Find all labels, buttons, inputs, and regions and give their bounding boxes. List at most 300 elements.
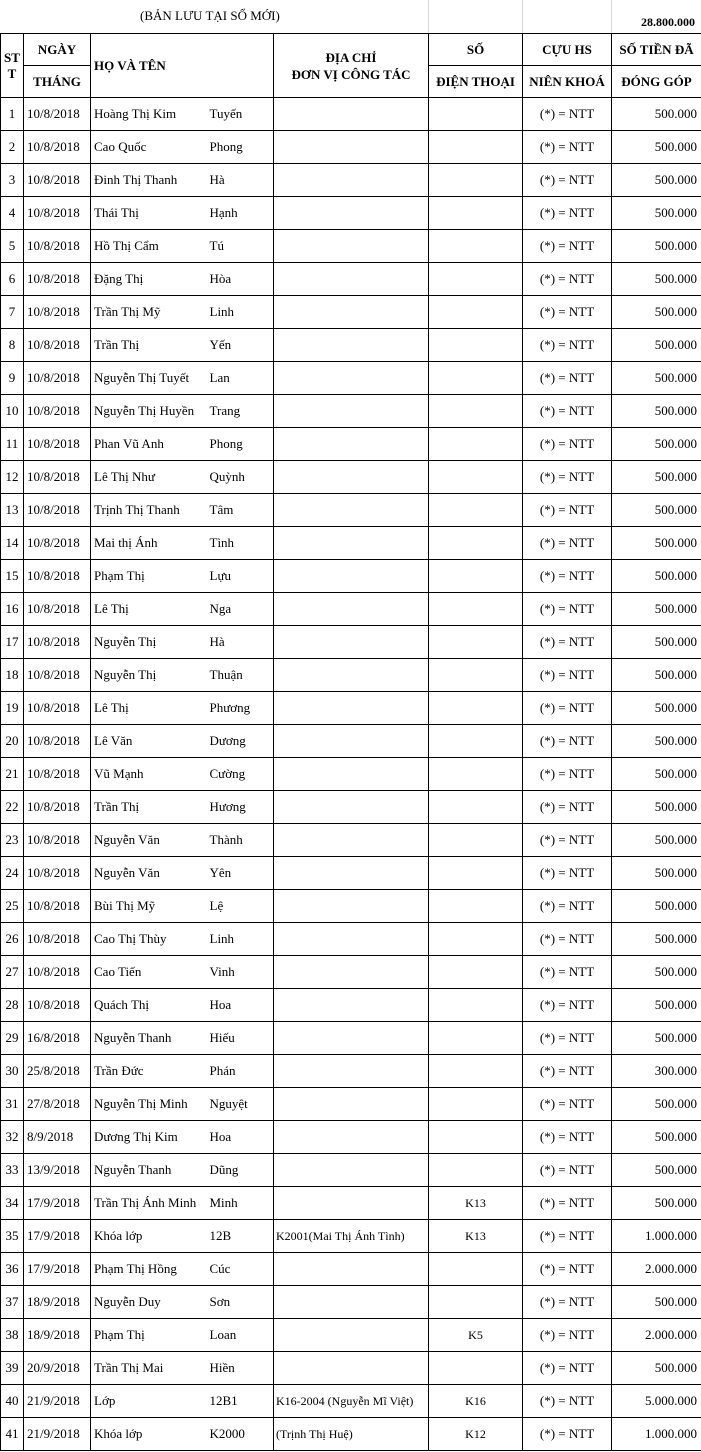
cell-address	[274, 164, 429, 197]
cell-address	[274, 1088, 429, 1121]
cell-date: 10/8/2018	[24, 593, 91, 626]
cell-ten: Hoa	[208, 989, 274, 1022]
cell-phone	[429, 131, 523, 164]
cell-ten: Hòa	[208, 263, 274, 296]
cell-date: 10/8/2018	[24, 329, 91, 362]
table-row	[1, 758, 701, 791]
cell-address	[274, 1352, 429, 1385]
cell-ten: Yến	[208, 329, 274, 362]
cell-date: 10/8/2018	[24, 824, 91, 857]
cell-ten: Lệ	[208, 890, 274, 923]
table-row	[1, 1253, 701, 1286]
cell-phone	[429, 494, 523, 527]
cell-phone	[429, 989, 523, 1022]
cell-phone	[429, 395, 523, 428]
table-row	[1, 296, 701, 329]
header-dien-thoai: ĐIỆN THOẠI	[429, 66, 523, 98]
cell-nien-khoa: (*) = NTT	[523, 1088, 612, 1121]
cell-phone	[429, 659, 523, 692]
cell-ten: Linh	[208, 296, 274, 329]
cell-nien-khoa: (*) = NTT	[523, 1022, 612, 1055]
cell-stt: 3	[1, 164, 24, 197]
cell-date: 10/8/2018	[24, 362, 91, 395]
cell-amount: 500.000	[612, 1154, 701, 1187]
table-row	[1, 1154, 701, 1187]
cell-address	[274, 461, 429, 494]
header-ho-ten: HỌ VÀ TÊN	[91, 34, 274, 98]
cell-ten: Tâm	[208, 494, 274, 527]
cell-date: 10/8/2018	[24, 923, 91, 956]
cell-phone: K5	[429, 1319, 523, 1352]
cell-amount: 500.000	[612, 593, 701, 626]
cell-date: 21/9/2018	[24, 1418, 91, 1451]
cell-amount: 500.000	[612, 164, 701, 197]
cell-date: 10/8/2018	[24, 197, 91, 230]
cell-address	[274, 329, 429, 362]
cell-nien-khoa: (*) = NTT	[523, 98, 612, 131]
cell-stt: 13	[1, 494, 24, 527]
cell-stt: 36	[1, 1253, 24, 1286]
cell-address	[274, 692, 429, 725]
cell-nien-khoa: (*) = NTT	[523, 1121, 612, 1154]
cell-stt: 35	[1, 1220, 24, 1253]
cell-nien-khoa: (*) = NTT	[523, 131, 612, 164]
table-row	[1, 890, 701, 923]
cell-nien-khoa: (*) = NTT	[523, 725, 612, 758]
cell-ho: Lớp	[91, 1385, 208, 1418]
table-row	[1, 527, 701, 560]
cell-nien-khoa: (*) = NTT	[523, 362, 612, 395]
cell-ho: Thái Thị	[91, 197, 208, 230]
cell-stt: 32	[1, 1121, 24, 1154]
cell-stt: 39	[1, 1352, 24, 1385]
cell-ten: Tuyến	[208, 98, 274, 131]
cell-address	[274, 1286, 429, 1319]
cell-amount: 500.000	[612, 560, 701, 593]
cell-phone	[429, 1055, 523, 1088]
cell-phone	[429, 230, 523, 263]
cell-stt: 23	[1, 824, 24, 857]
cell-ho: Lê Thị	[91, 593, 208, 626]
cell-ho: Trần Thị Ánh Minh	[91, 1187, 208, 1220]
cell-amount: 500.000	[612, 296, 701, 329]
cell-ho: Cao Thị Thùy	[91, 923, 208, 956]
cell-nien-khoa: (*) = NTT	[523, 593, 612, 626]
cell-address	[274, 593, 429, 626]
cell-date: 25/8/2018	[24, 1055, 91, 1088]
contribution-table	[0, 33, 701, 1451]
cell-phone	[429, 692, 523, 725]
cell-nien-khoa: (*) = NTT	[523, 395, 612, 428]
cell-amount: 500.000	[612, 659, 701, 692]
header-dia-chi-line1: ĐỊA CHỈ	[325, 49, 377, 65]
table-row	[1, 263, 701, 296]
cell-ho: Nguyễn Thanh	[91, 1154, 208, 1187]
table-row	[1, 494, 701, 527]
grid-line	[428, 0, 429, 33]
table-row	[1, 1418, 701, 1451]
cell-nien-khoa: (*) = NTT	[523, 1220, 612, 1253]
cell-ten: Cúc	[208, 1253, 274, 1286]
cell-amount: 500.000	[612, 626, 701, 659]
table-row	[1, 692, 701, 725]
cell-address	[274, 659, 429, 692]
cell-ten: Linh	[208, 923, 274, 956]
cell-ten: Lan	[208, 362, 274, 395]
cell-phone	[429, 857, 523, 890]
cell-ten: Phong	[208, 131, 274, 164]
cell-stt: 7	[1, 296, 24, 329]
cell-date: 10/8/2018	[24, 758, 91, 791]
cell-date: 10/8/2018	[24, 791, 91, 824]
cell-ho: Khóa lớp	[91, 1220, 208, 1253]
cell-ho: Mai thị Ánh	[91, 527, 208, 560]
cell-address	[274, 98, 429, 131]
cell-ho: Nguyễn Thanh	[91, 1022, 208, 1055]
cell-stt: 38	[1, 1319, 24, 1352]
cell-ten: Minh	[208, 1187, 274, 1220]
cell-amount: 500.000	[612, 857, 701, 890]
cell-stt: 40	[1, 1385, 24, 1418]
cell-date: 10/8/2018	[24, 857, 91, 890]
cell-date: 10/8/2018	[24, 692, 91, 725]
cell-stt: 14	[1, 527, 24, 560]
cell-ho: Nguyễn Thị	[91, 659, 208, 692]
cell-stt: 20	[1, 725, 24, 758]
cell-date: 10/8/2018	[24, 956, 91, 989]
cell-nien-khoa: (*) = NTT	[523, 659, 612, 692]
cell-ten: Phán	[208, 1055, 274, 1088]
cell-nien-khoa: (*) = NTT	[523, 956, 612, 989]
cell-address	[274, 494, 429, 527]
cell-nien-khoa: (*) = NTT	[523, 1154, 612, 1187]
cell-amount: 1.000.000	[612, 1220, 701, 1253]
cell-ho: Phạm Thị	[91, 1319, 208, 1352]
cell-ho: Lê Thị	[91, 692, 208, 725]
cell-amount: 500.000	[612, 758, 701, 791]
cell-address	[274, 824, 429, 857]
cell-stt: 18	[1, 659, 24, 692]
cell-ho: Phan Vũ Anh	[91, 428, 208, 461]
cell-ten: Sơn	[208, 1286, 274, 1319]
cell-phone	[429, 263, 523, 296]
table-row	[1, 1121, 701, 1154]
cell-phone	[429, 1022, 523, 1055]
cell-phone	[429, 1253, 523, 1286]
cell-stt: 5	[1, 230, 24, 263]
cell-stt: 16	[1, 593, 24, 626]
cell-address	[274, 857, 429, 890]
cell-stt: 27	[1, 956, 24, 989]
table-row	[1, 1088, 701, 1121]
cell-ten: Hiếu	[208, 1022, 274, 1055]
cell-date: 10/8/2018	[24, 395, 91, 428]
cell-address	[274, 527, 429, 560]
cell-address	[274, 428, 429, 461]
cell-nien-khoa: (*) = NTT	[523, 263, 612, 296]
cell-stt: 31	[1, 1088, 24, 1121]
cell-ho: Phạm Thị	[91, 560, 208, 593]
cell-date: 8/9/2018	[24, 1121, 91, 1154]
cell-nien-khoa: (*) = NTT	[523, 1352, 612, 1385]
cell-nien-khoa: (*) = NTT	[523, 461, 612, 494]
cell-ten: K2000	[208, 1418, 274, 1451]
cell-ho: Trần Thị Mai	[91, 1352, 208, 1385]
cell-amount: 500.000	[612, 131, 701, 164]
header-dia-chi	[274, 34, 429, 98]
cell-address: K2001(Mai Thị Ánh Tình)	[274, 1220, 429, 1253]
table-row	[1, 164, 701, 197]
cell-amount: 300.000	[612, 1055, 701, 1088]
cell-amount: 500.000	[612, 1286, 701, 1319]
cell-ho: Đinh Thị Thanh	[91, 164, 208, 197]
cell-stt: 37	[1, 1286, 24, 1319]
cell-amount: 500.000	[612, 428, 701, 461]
cell-stt: 21	[1, 758, 24, 791]
header-dia-chi-line2: ĐƠN VỊ CÔNG TÁC	[291, 66, 411, 82]
cell-phone	[429, 626, 523, 659]
table-row	[1, 659, 701, 692]
table-row	[1, 461, 701, 494]
cell-ho: Trần Đức	[91, 1055, 208, 1088]
cell-address	[274, 1055, 429, 1088]
cell-stt: 10	[1, 395, 24, 428]
cell-address	[274, 197, 429, 230]
cell-amount: 2.000.000	[612, 1253, 701, 1286]
cell-phone	[429, 956, 523, 989]
cell-nien-khoa: (*) = NTT	[523, 428, 612, 461]
cell-address	[274, 1121, 429, 1154]
cell-address	[274, 296, 429, 329]
cell-phone	[429, 560, 523, 593]
cell-nien-khoa: (*) = NTT	[523, 164, 612, 197]
cell-phone	[429, 1154, 523, 1187]
cell-ten: Dương	[208, 725, 274, 758]
cell-date: 17/9/2018	[24, 1220, 91, 1253]
cell-ten: Cường	[208, 758, 274, 791]
cell-address	[274, 560, 429, 593]
cell-ho: Cao Tiến	[91, 956, 208, 989]
cell-date: 10/8/2018	[24, 560, 91, 593]
cell-address	[274, 1022, 429, 1055]
cell-address	[274, 791, 429, 824]
cell-date: 18/9/2018	[24, 1286, 91, 1319]
cell-amount: 500.000	[612, 362, 701, 395]
top-row	[0, 0, 701, 33]
cell-nien-khoa: (*) = NTT	[523, 758, 612, 791]
cell-ten: Hương	[208, 791, 274, 824]
cell-ten: Lựu	[208, 560, 274, 593]
cell-address: K16-2004 (Nguyễn Mĩ Việt)	[274, 1385, 429, 1418]
cell-stt: 28	[1, 989, 24, 1022]
cell-address	[274, 1154, 429, 1187]
cell-ho: Hoàng Thị Kim	[91, 98, 208, 131]
header-ngay: NGÀY	[24, 34, 91, 66]
cell-ho: Nguyễn Thị	[91, 626, 208, 659]
cell-nien-khoa: (*) = NTT	[523, 692, 612, 725]
cell-nien-khoa: (*) = NTT	[523, 560, 612, 593]
cell-phone: K16	[429, 1385, 523, 1418]
cell-nien-khoa: (*) = NTT	[523, 1286, 612, 1319]
cell-date: 10/8/2018	[24, 989, 91, 1022]
cell-ten: Hà	[208, 164, 274, 197]
cell-address	[274, 626, 429, 659]
cell-ho: Vũ Mạnh	[91, 758, 208, 791]
cell-ten: Vinh	[208, 956, 274, 989]
header-cuu-hs: CỰU HS	[523, 34, 612, 66]
cell-ho: Nguyễn Thị Tuyết	[91, 362, 208, 395]
cell-stt: 25	[1, 890, 24, 923]
cell-ho: Trịnh Thị Thanh	[91, 494, 208, 527]
cell-address	[274, 725, 429, 758]
cell-nien-khoa: (*) = NTT	[523, 527, 612, 560]
cell-amount: 500.000	[612, 989, 701, 1022]
cell-amount: 500.000	[612, 791, 701, 824]
table-row	[1, 1187, 701, 1220]
cell-nien-khoa: (*) = NTT	[523, 1187, 612, 1220]
cell-amount: 500.000	[612, 329, 701, 362]
cell-date: 20/9/2018	[24, 1352, 91, 1385]
cell-phone	[429, 197, 523, 230]
cell-stt: 17	[1, 626, 24, 659]
cell-date: 13/9/2018	[24, 1154, 91, 1187]
cell-ten: Hạnh	[208, 197, 274, 230]
cell-address	[274, 263, 429, 296]
table-row	[1, 1022, 701, 1055]
cell-phone	[429, 923, 523, 956]
cell-amount: 500.000	[612, 494, 701, 527]
cell-nien-khoa: (*) = NTT	[523, 296, 612, 329]
cell-date: 10/8/2018	[24, 98, 91, 131]
cell-date: 16/8/2018	[24, 1022, 91, 1055]
table-row	[1, 923, 701, 956]
cell-stt: 24	[1, 857, 24, 890]
sheet-note: (BẢN LƯU TẠI SỔ MỚI)	[140, 8, 280, 23]
cell-nien-khoa: (*) = NTT	[523, 989, 612, 1022]
cell-address	[274, 395, 429, 428]
cell-phone	[429, 1088, 523, 1121]
cell-address	[274, 1187, 429, 1220]
cell-stt: 11	[1, 428, 24, 461]
table-row	[1, 1319, 701, 1352]
cell-ten: Phương	[208, 692, 274, 725]
cell-stt: 8	[1, 329, 24, 362]
cell-ten: Hà	[208, 626, 274, 659]
table-row	[1, 230, 701, 263]
cell-ho: Nguyễn Thị Huyền	[91, 395, 208, 428]
table-row	[1, 428, 701, 461]
grid-line	[611, 0, 612, 33]
grand-total: 28.800.000	[641, 15, 695, 29]
cell-stt: 2	[1, 131, 24, 164]
cell-nien-khoa: (*) = NTT	[523, 824, 612, 857]
cell-date: 10/8/2018	[24, 230, 91, 263]
cell-ten: 12B	[208, 1220, 274, 1253]
cell-date: 10/8/2018	[24, 659, 91, 692]
cell-ten: Thành	[208, 824, 274, 857]
cell-ho: Trần Thị	[91, 329, 208, 362]
cell-address	[274, 989, 429, 1022]
cell-ho: Lê Thị Như	[91, 461, 208, 494]
cell-phone	[429, 98, 523, 131]
cell-phone	[429, 824, 523, 857]
cell-nien-khoa: (*) = NTT	[523, 1055, 612, 1088]
cell-date: 10/8/2018	[24, 725, 91, 758]
table-row	[1, 1352, 701, 1385]
cell-amount: 500.000	[612, 824, 701, 857]
table-row	[1, 593, 701, 626]
header-nien-khoa: NIÊN KHOÁ	[523, 66, 612, 98]
table-row	[1, 989, 701, 1022]
cell-address	[274, 1319, 429, 1352]
cell-nien-khoa: (*) = NTT	[523, 1319, 612, 1352]
cell-address	[274, 362, 429, 395]
cell-address	[274, 230, 429, 263]
cell-ho: Đặng Thị	[91, 263, 208, 296]
cell-nien-khoa: (*) = NTT	[523, 329, 612, 362]
cell-nien-khoa: (*) = NTT	[523, 1418, 612, 1451]
table-row	[1, 560, 701, 593]
cell-ho: Nguyễn Văn	[91, 857, 208, 890]
cell-ten: Loan	[208, 1319, 274, 1352]
cell-ho: Quách Thị	[91, 989, 208, 1022]
cell-amount: 500.000	[612, 98, 701, 131]
cell-ho: Nguyễn Duy	[91, 1286, 208, 1319]
cell-phone	[429, 296, 523, 329]
cell-ten: 12B1	[208, 1385, 274, 1418]
grid-line	[522, 0, 523, 33]
table-row	[1, 626, 701, 659]
cell-date: 10/8/2018	[24, 890, 91, 923]
cell-amount: 500.000	[612, 1088, 701, 1121]
cell-address	[274, 923, 429, 956]
cell-phone	[429, 725, 523, 758]
cell-ten: Nga	[208, 593, 274, 626]
table-row	[1, 824, 701, 857]
cell-stt: 12	[1, 461, 24, 494]
cell-address	[274, 956, 429, 989]
cell-amount: 500.000	[612, 1121, 701, 1154]
cell-stt: 33	[1, 1154, 24, 1187]
cell-address	[274, 758, 429, 791]
cell-nien-khoa: (*) = NTT	[523, 791, 612, 824]
cell-stt: 41	[1, 1418, 24, 1451]
table-row	[1, 1055, 701, 1088]
cell-stt: 15	[1, 560, 24, 593]
cell-phone	[429, 1286, 523, 1319]
table-row	[1, 725, 701, 758]
cell-nien-khoa: (*) = NTT	[523, 230, 612, 263]
table-row	[1, 131, 701, 164]
cell-ho: Nguyễn Thị Minh	[91, 1088, 208, 1121]
cell-phone	[429, 527, 523, 560]
cell-phone	[429, 362, 523, 395]
header-dong-gop: ĐÓNG GÓP	[612, 66, 701, 98]
cell-nien-khoa: (*) = NTT	[523, 1385, 612, 1418]
table-row	[1, 1220, 701, 1253]
cell-phone: K13	[429, 1187, 523, 1220]
cell-ho: Lê Văn	[91, 725, 208, 758]
cell-phone: K12	[429, 1418, 523, 1451]
cell-amount: 500.000	[612, 956, 701, 989]
cell-stt: 34	[1, 1187, 24, 1220]
cell-amount: 500.000	[612, 923, 701, 956]
table-row	[1, 1385, 701, 1418]
cell-amount: 500.000	[612, 725, 701, 758]
cell-amount: 500.000	[612, 1187, 701, 1220]
cell-date: 10/8/2018	[24, 263, 91, 296]
table-row	[1, 395, 701, 428]
